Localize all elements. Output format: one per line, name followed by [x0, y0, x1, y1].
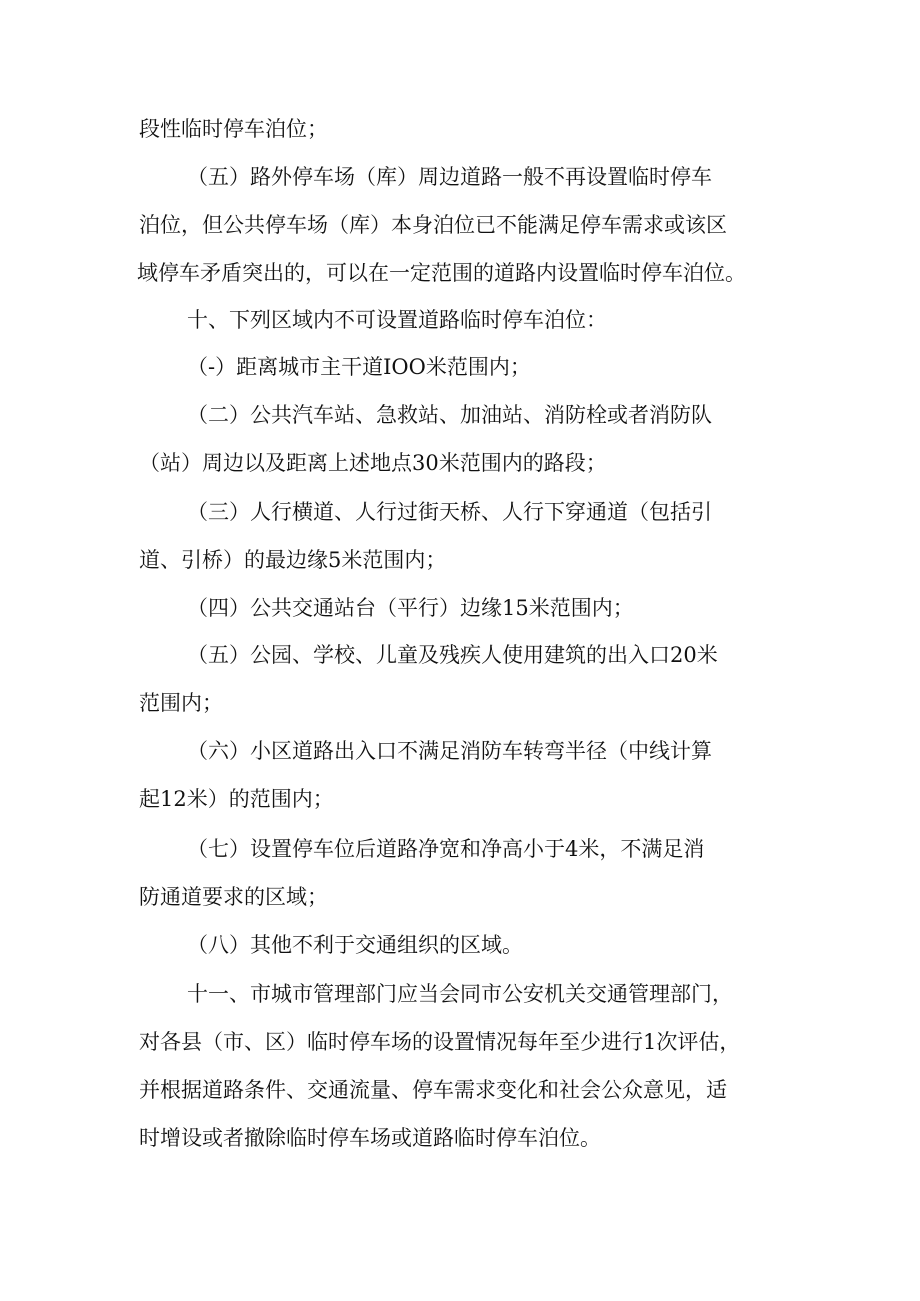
text-line: （五）公园、学校、儿童及残疾人使用建筑的出入口20米: [187, 643, 718, 667]
text-line: 防通道要求的区域；: [139, 885, 328, 909]
text-line: 对各县（市、区）临时停车场的设置情况每年至少进行1次评估，: [139, 1030, 741, 1054]
text-line: 域停车矛盾突出的，可以在一定范围的道路内设置临时停车泊位。: [137, 261, 746, 285]
text-line: （七）设置停车位后道路净宽和净高小于4米，不满足消: [187, 837, 705, 861]
text-line: 泊位，但公共停车场（库）本身泊位已不能满足停车需求或该区: [139, 213, 727, 237]
text-line: （八）其他不利于交通组织的区域。: [187, 933, 523, 957]
text-line: 段性临时停车泊位；: [139, 117, 328, 141]
text-line: （-）距离城市主干道IOO米范围内；: [187, 355, 531, 379]
text-line: （三）人行横道、人行过街天桥、人行下穿通道（包括引: [187, 500, 712, 524]
text-line: 范围内；: [139, 691, 223, 715]
text-line: （站）周边以及距离上述地点30米范围内的路段；: [139, 451, 607, 475]
text-line: 十、下列区域内不可设置道路临时停车泊位：: [187, 308, 607, 332]
text-line: （四）公共交通站台（平行）边缘15米范围内；: [187, 596, 634, 620]
text-line: 道、引桥）的最边缘5米范围内；: [139, 548, 447, 572]
text-line: 并根据道路条件、交通流量、停车需求变化和社会公众意见，适: [139, 1078, 727, 1102]
text-line: （二）公共汽车站、急救站、加油站、消防栓或者消防队: [187, 403, 712, 427]
text-line: 起12米）的范围内；: [139, 787, 334, 811]
text-line: （五）路外停车场（库）周边道路一般不再设置临时停车: [187, 165, 712, 189]
text-line: 十一、市城市管理部门应当会同市公安机关交通管理部门，: [187, 982, 733, 1006]
text-line: （六）小区道路出入口不满足消防车转弯半径（中线计算: [187, 739, 712, 763]
text-line: 时增设或者撤除临时停车场或道路临时停车泊位。: [139, 1126, 601, 1150]
